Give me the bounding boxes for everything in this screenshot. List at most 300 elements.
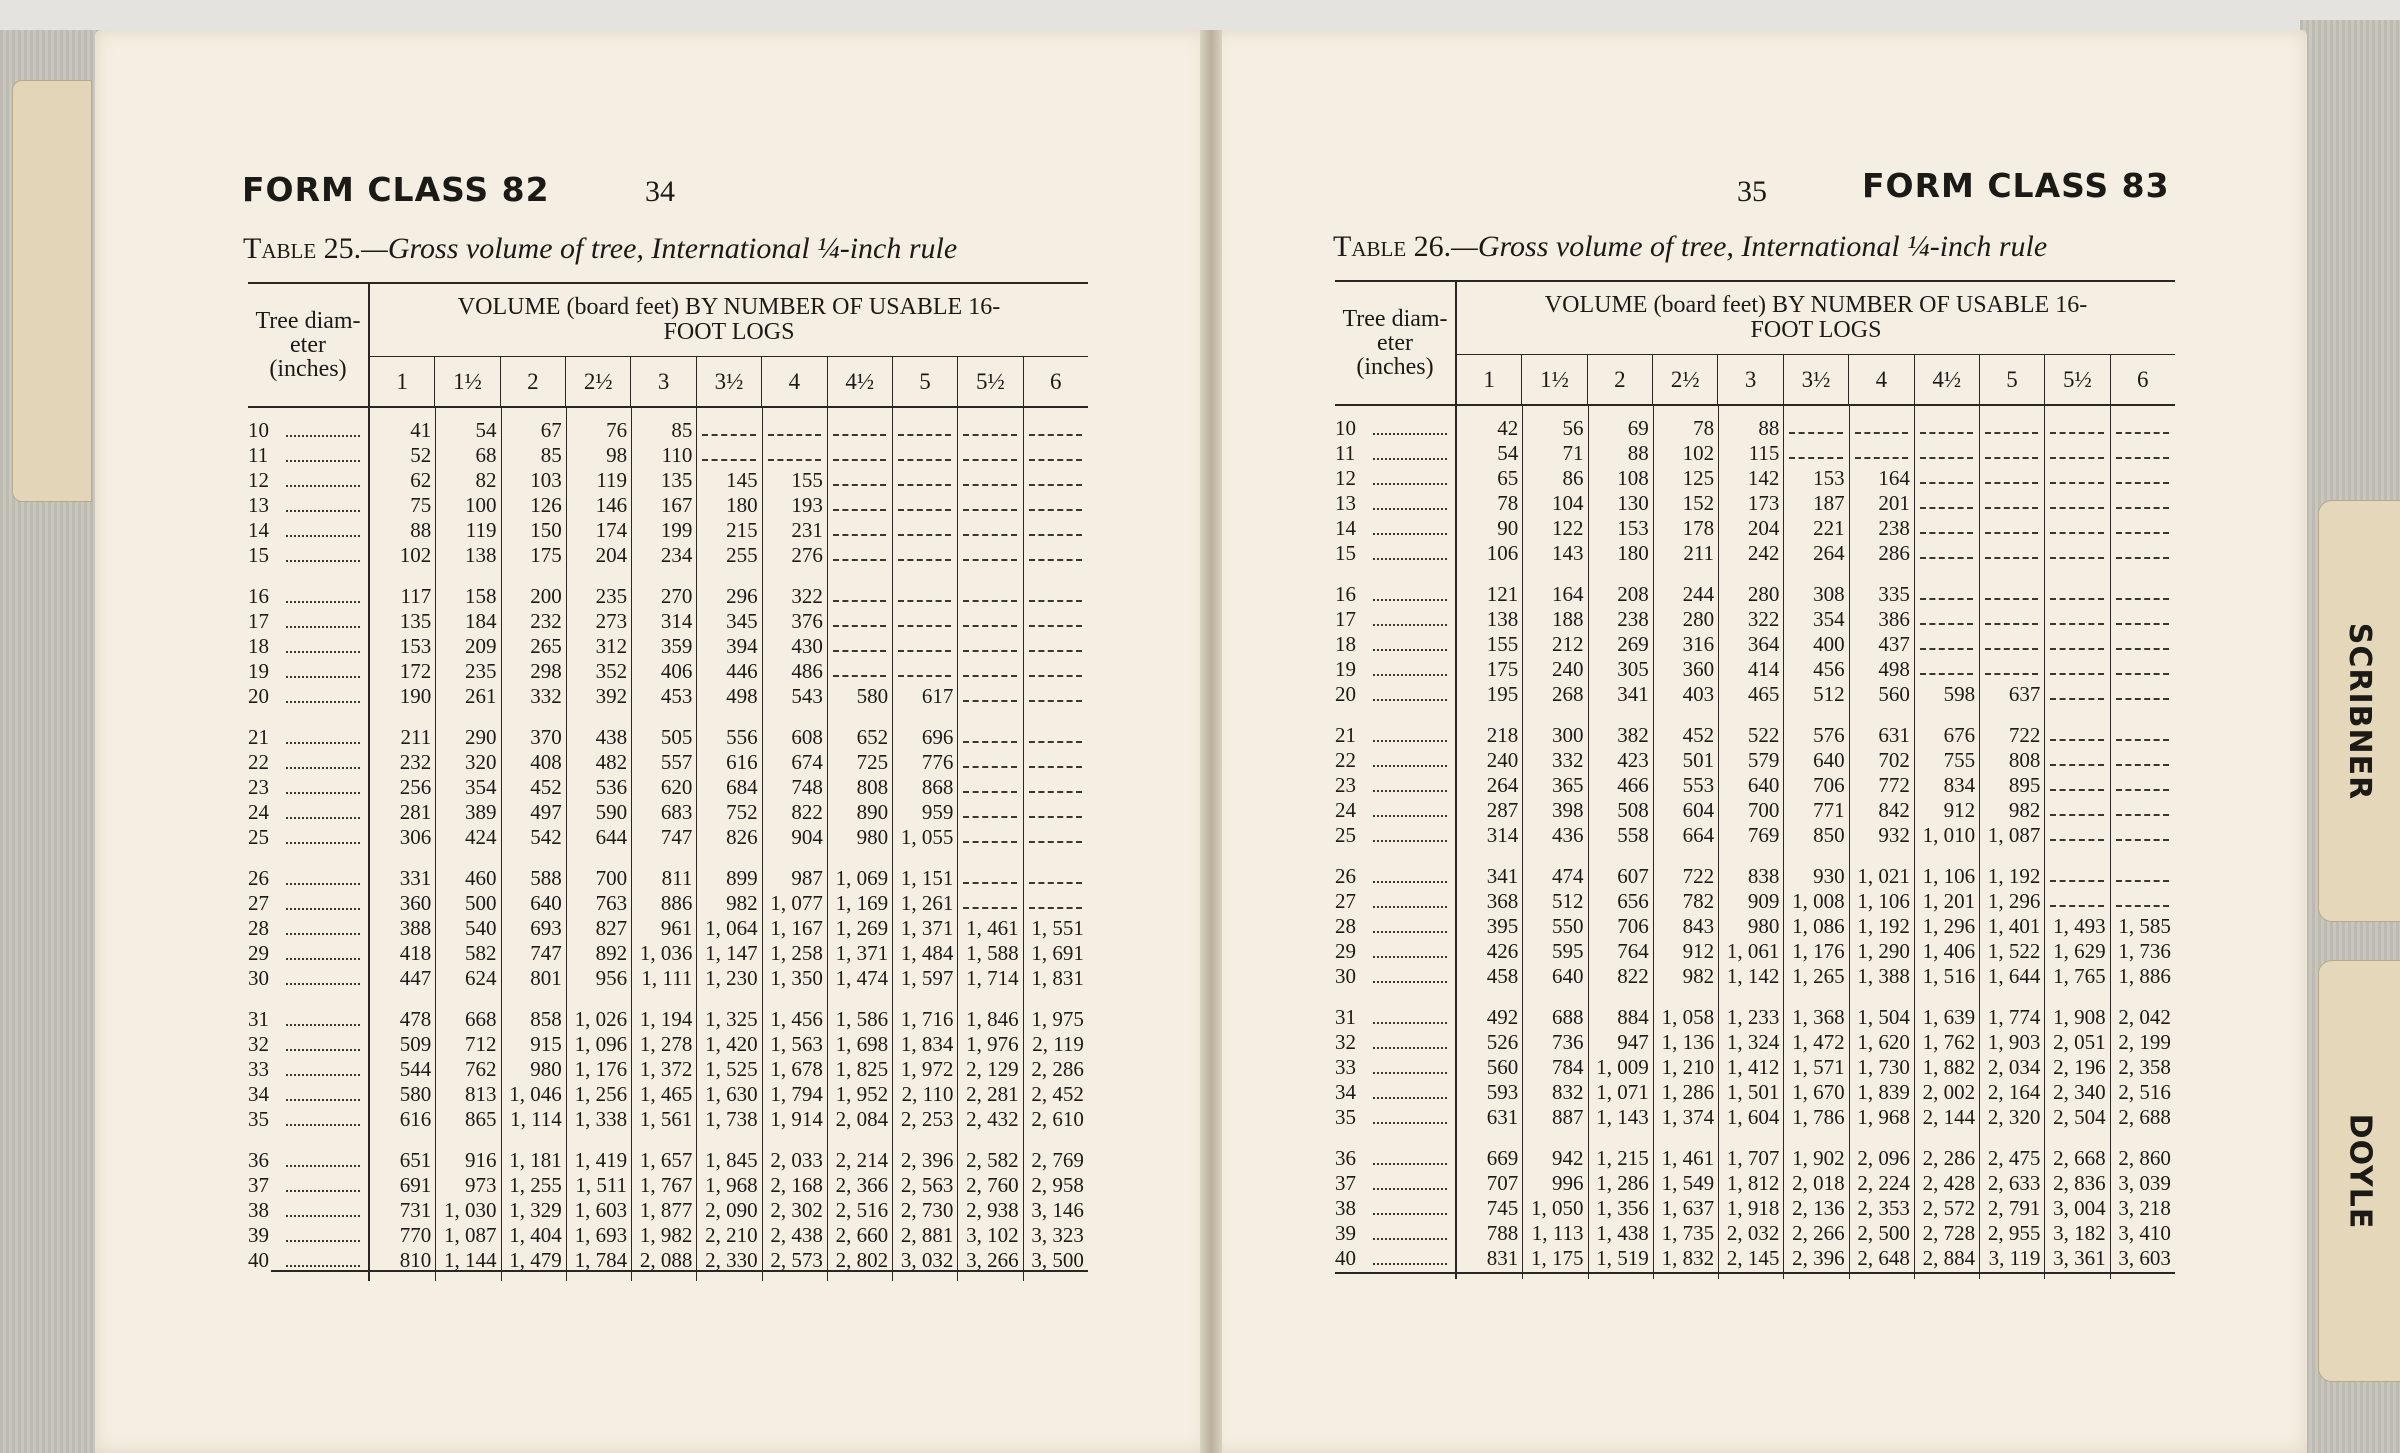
volume-cell: 460 — [465, 866, 497, 890]
volume-cell: 822 — [1617, 964, 1649, 988]
empty-volume-cell — [957, 684, 1022, 709]
volume-cell: 1, 691 — [1031, 941, 1084, 965]
volume-cell: 242 — [1747, 541, 1780, 565]
volume-cell: 167 — [660, 493, 693, 517]
volume-cell: 947 — [1617, 1030, 1649, 1054]
column-header: 4½ — [1915, 355, 1980, 405]
volume-cell: 3, 410 — [2118, 1221, 2171, 1245]
volume-cell: 314 — [660, 609, 693, 633]
volume-cell: 1, 563 — [770, 1032, 823, 1056]
volume-cell: 41 — [410, 418, 432, 442]
diameter-value: 31 — [248, 1007, 269, 1031]
volume-cell: 580 — [856, 684, 889, 708]
volume-cell: 2, 760 — [966, 1173, 1019, 1197]
empty-volume-cell — [957, 775, 1022, 800]
empty-volume-cell — [957, 725, 1022, 750]
empty-volume-cell — [2044, 541, 2109, 566]
table-row — [1335, 748, 2175, 773]
volume-cell: 1, 762 — [1922, 1030, 1976, 1054]
volume-cell: 153 — [399, 634, 432, 658]
volume-cell: 1, 286 — [1596, 1171, 1649, 1195]
volume-cell: 1, 461 — [1661, 1146, 1715, 1170]
diameter-value: 29 — [1335, 939, 1356, 963]
volume-cell: 164 — [1552, 582, 1584, 606]
volume-cell: 312 — [595, 634, 628, 658]
volume-cell: 2, 955 — [1987, 1221, 2041, 1245]
empty-volume-cell — [1023, 493, 1088, 518]
volume-cell: 1, 167 — [770, 916, 823, 940]
empty-volume-cell — [1914, 582, 1979, 607]
empty-volume-cell — [1914, 632, 1979, 657]
volume-cell: 306 — [399, 825, 432, 849]
empty-volume-cell — [892, 659, 957, 684]
volume-cell: 782 — [1682, 889, 1715, 913]
table-row — [1335, 964, 2175, 989]
empty-volume-cell — [2044, 441, 2109, 466]
empty-volume-cell — [1023, 725, 1088, 750]
empty-volume-cell — [957, 891, 1022, 916]
volume-cell: 808 — [856, 775, 889, 799]
table-row — [1335, 582, 2175, 607]
table-row — [248, 1057, 1088, 1082]
diameter-value: 40 — [248, 1248, 269, 1272]
table-row — [1335, 914, 2175, 939]
table-row — [1335, 939, 2175, 964]
volume-cell: 706 — [1617, 914, 1649, 938]
volume-cell: 1, 465 — [639, 1082, 693, 1106]
empty-volume-cell — [1979, 491, 2044, 516]
volume-cell: 345 — [726, 609, 758, 633]
column-header: 5 — [1980, 355, 2045, 405]
volume-cell: 265 — [530, 634, 562, 658]
volume-cell: 1, 604 — [1726, 1105, 1780, 1129]
table-row — [1335, 541, 2175, 566]
volume-cell: 2, 366 — [835, 1173, 889, 1197]
column-header: 2½ — [1653, 355, 1718, 405]
volume-cell: 543 — [791, 684, 823, 708]
span-header — [370, 284, 1088, 356]
volume-cell: 2, 504 — [2053, 1105, 2106, 1129]
volume-cell: 103 — [530, 468, 562, 492]
volume-cell: 1, 261 — [900, 891, 954, 915]
volume-cell: 3, 603 — [2118, 1246, 2171, 1270]
volume-cell: 2, 266 — [1792, 1221, 1845, 1245]
empty-volume-cell — [827, 609, 892, 634]
volume-cell: 1, 975 — [1031, 1007, 1084, 1031]
volume-cell: 762 — [465, 1057, 497, 1081]
volume-cell: 1, 106 — [1922, 864, 1976, 888]
empty-volume-cell — [957, 609, 1022, 634]
volume-cell: 904 — [791, 825, 823, 849]
volume-cell: 201 — [1878, 491, 1910, 515]
column-header: 4 — [1849, 355, 1914, 405]
volume-cell: 2, 836 — [2053, 1171, 2106, 1195]
volume-cell: 54 — [1497, 441, 1519, 465]
diameter-value: 36 — [248, 1148, 269, 1172]
volume-cell: 501 — [1682, 748, 1715, 772]
volume-cell: 1, 169 — [835, 891, 889, 915]
volume-cell: 1, 839 — [1857, 1080, 1910, 1104]
volume-cell: 736 — [1552, 1030, 1584, 1054]
volume-cell: 996 — [1552, 1171, 1584, 1195]
volume-cell: 1, 834 — [900, 1032, 954, 1056]
table-row — [1335, 1105, 2175, 1130]
volume-cell: 2, 572 — [1922, 1196, 1976, 1220]
volume-cell: 1, 046 — [509, 1082, 562, 1106]
diameter-value: 23 — [248, 775, 269, 799]
empty-volume-cell — [957, 493, 1022, 518]
volume-cell: 676 — [1943, 723, 1976, 747]
volume-cell: 580 — [399, 1082, 432, 1106]
volume-cell: 2, 224 — [1857, 1171, 1910, 1195]
empty-volume-cell — [1783, 416, 1848, 441]
table-row — [248, 941, 1088, 966]
diameter-value: 13 — [1335, 491, 1356, 515]
table-row — [1335, 798, 2175, 823]
volume-cell: 212 — [1552, 632, 1584, 656]
empty-volume-cell — [2110, 864, 2175, 889]
volume-cell: 2, 286 — [1031, 1057, 1084, 1081]
volume-cell: 240 — [1552, 657, 1584, 681]
empty-volume-cell — [892, 518, 957, 543]
column-header: 1 — [370, 357, 435, 407]
volume-cell: 180 — [1617, 541, 1649, 565]
empty-volume-cell — [2044, 682, 2109, 707]
column-rule — [827, 408, 828, 1281]
empty-volume-cell — [892, 609, 957, 634]
column-rule — [762, 408, 763, 1281]
volume-cell: 2, 668 — [2053, 1146, 2106, 1170]
volume-cell: 1, 832 — [1661, 1246, 1715, 1270]
volume-cell: 158 — [465, 584, 497, 608]
volume-cell: 2, 958 — [1031, 1173, 1084, 1197]
empty-volume-cell — [1914, 491, 1979, 516]
volume-cell: 763 — [595, 891, 628, 915]
table-row — [248, 725, 1088, 750]
volume-cell: 707 — [1486, 1171, 1519, 1195]
diameter-value: 34 — [248, 1082, 269, 1106]
volume-cell: 2, 573 — [770, 1248, 823, 1272]
volume-cell: 1, 730 — [1857, 1055, 1910, 1079]
volume-cell: 1, 516 — [1922, 964, 1976, 988]
empty-volume-cell — [957, 443, 1022, 468]
diameter-value: 19 — [248, 659, 269, 683]
volume-cell: 1, 151 — [900, 866, 954, 890]
empty-volume-cell — [2044, 723, 2109, 748]
volume-cell: 2, 084 — [835, 1107, 889, 1131]
volume-cell: 2, 034 — [1987, 1055, 2041, 1079]
empty-volume-cell — [2110, 773, 2175, 798]
left-table-label: Table 25. — [243, 232, 362, 265]
volume-cell: 386 — [1878, 607, 1910, 631]
diameter-value: 22 — [1335, 748, 1356, 772]
empty-volume-cell — [892, 418, 957, 443]
table-row — [1335, 416, 2175, 441]
table-row — [248, 800, 1088, 825]
volume-cell: 153 — [1813, 466, 1845, 490]
volume-cell: 745 — [1486, 1196, 1519, 1220]
diameter-value: 14 — [1335, 516, 1356, 540]
empty-volume-cell — [2044, 632, 2109, 657]
table-row — [1335, 491, 2175, 516]
volume-cell: 1, 175 — [1531, 1246, 1584, 1270]
table-row — [248, 1032, 1088, 1057]
empty-volume-cell — [1023, 584, 1088, 609]
diameter-value: 20 — [248, 684, 269, 708]
volume-cell: 1, 522 — [1987, 939, 2041, 963]
volume-cell: 332 — [1552, 748, 1584, 772]
scribner-index-tab[interactable] — [2318, 500, 2400, 922]
left-form-class-heading: FORM CLASS 82 — [242, 170, 550, 209]
volume-cell: 811 — [661, 866, 693, 890]
volume-cell: 887 — [1552, 1105, 1584, 1129]
empty-volume-cell — [1849, 441, 1914, 466]
volume-cell: 598 — [1943, 682, 1976, 706]
volume-cell: 1, 420 — [705, 1032, 758, 1056]
volume-cell: 722 — [1682, 864, 1715, 888]
table-row — [1335, 1030, 2175, 1055]
table-row — [1335, 682, 2175, 707]
volume-cell: 1, 144 — [444, 1248, 497, 1272]
volume-cell: 256 — [399, 775, 432, 799]
column-rule — [1849, 406, 1850, 1279]
volume-cell: 296 — [726, 584, 758, 608]
volume-cell: 406 — [660, 659, 693, 683]
volume-cell: 2, 136 — [1792, 1196, 1845, 1220]
table-row — [1335, 1221, 2175, 1246]
volume-cell: 512 — [1813, 682, 1845, 706]
volume-cell: 195 — [1486, 682, 1519, 706]
volume-cell: 211 — [1683, 541, 1715, 565]
table-row — [248, 659, 1088, 684]
table-row — [1335, 1146, 2175, 1171]
diameter-value: 24 — [1335, 798, 1356, 822]
volume-cell: 238 — [1617, 607, 1649, 631]
volume-cell: 1, 136 — [1661, 1030, 1715, 1054]
table-row — [248, 684, 1088, 709]
volume-cell: 119 — [465, 518, 497, 542]
column-header: 2 — [501, 357, 566, 407]
volume-cell: 722 — [2008, 723, 2041, 747]
table-row — [248, 443, 1088, 468]
volume-cell: 961 — [660, 916, 693, 940]
volume-cell: 2, 042 — [2118, 1005, 2171, 1029]
empty-volume-cell — [2044, 864, 2109, 889]
volume-cell: 2, 119 — [1032, 1032, 1084, 1056]
volume-cell: 1, 064 — [705, 916, 758, 940]
volume-cell: 2, 330 — [705, 1248, 758, 1272]
volume-cell: 308 — [1813, 582, 1845, 606]
volume-cell: 486 — [791, 659, 823, 683]
empty-volume-cell — [1914, 466, 1979, 491]
volume-cell: 1, 501 — [1726, 1080, 1780, 1104]
volume-cell: 1, 585 — [2118, 914, 2171, 938]
volume-cell: 215 — [726, 518, 758, 542]
diameter-value: 17 — [1335, 607, 1356, 631]
volume-cell: 1, 456 — [770, 1007, 823, 1031]
stub-header — [248, 284, 370, 406]
volume-cell: 180 — [726, 493, 758, 517]
volume-cell: 104 — [1552, 491, 1584, 515]
volume-cell: 1, 371 — [835, 941, 889, 965]
volume-cell: 2, 096 — [1857, 1146, 1910, 1170]
volume-cell: 1, 404 — [509, 1223, 562, 1247]
column-headers — [1457, 354, 2175, 405]
volume-cell: 1, 968 — [705, 1173, 758, 1197]
volume-cell: 982 — [2008, 798, 2041, 822]
volume-cell: 706 — [1813, 773, 1845, 797]
volume-cell: 2, 688 — [2118, 1105, 2171, 1129]
volume-cell: 2, 199 — [2118, 1030, 2171, 1054]
empty-volume-cell — [827, 443, 892, 468]
empty-volume-cell — [827, 634, 892, 659]
volume-cell: 352 — [595, 659, 628, 683]
empty-volume-cell — [762, 418, 827, 443]
volume-cell: 2, 438 — [770, 1223, 823, 1247]
volume-cell: 2, 164 — [1987, 1080, 2041, 1104]
empty-volume-cell — [2044, 516, 2109, 541]
volume-cell: 1, 290 — [1857, 939, 1910, 963]
volume-cell: 75 — [410, 493, 432, 517]
empty-volume-cell — [696, 418, 761, 443]
empty-volume-cell — [827, 584, 892, 609]
volume-cell: 3, 146 — [1031, 1198, 1084, 1222]
volume-cell: 102 — [1682, 441, 1715, 465]
volume-cell: 69 — [1627, 416, 1649, 440]
volume-cell: 1, 786 — [1792, 1105, 1845, 1129]
volume-cell: 395 — [1486, 914, 1519, 938]
volume-cell: 398 — [1552, 798, 1584, 822]
table-row — [248, 916, 1088, 941]
empty-volume-cell — [957, 418, 1022, 443]
volume-cell: 2, 648 — [1857, 1246, 1910, 1270]
doyle-index-tab[interactable] — [2318, 960, 2400, 1382]
volume-cell: 184 — [465, 609, 497, 633]
empty-volume-cell — [892, 468, 957, 493]
volume-cell: 235 — [595, 584, 628, 608]
volume-cell: 360 — [399, 891, 432, 915]
volume-cell: 508 — [1617, 798, 1649, 822]
volume-cell: 359 — [660, 634, 693, 658]
column-header: 2 — [1588, 355, 1653, 405]
empty-volume-cell — [1979, 632, 2044, 657]
right-page-number: 35 — [1737, 175, 1767, 208]
volume-cell: 1, 230 — [705, 966, 758, 990]
volume-cell: 942 — [1552, 1146, 1584, 1170]
volume-cell: 68 — [475, 443, 497, 467]
volume-cell: 752 — [726, 800, 758, 824]
diameter-value: 12 — [1335, 466, 1356, 490]
volume-cell: 65 — [1497, 466, 1519, 490]
volume-cell: 465 — [1747, 682, 1780, 706]
volume-cell: 669 — [1486, 1146, 1519, 1170]
empty-volume-cell — [957, 634, 1022, 659]
empty-volume-cell — [892, 634, 957, 659]
volume-cell: 831 — [1486, 1246, 1519, 1270]
empty-volume-cell — [1914, 416, 1979, 441]
volume-cell: 3, 004 — [2053, 1196, 2106, 1220]
volume-cell: 808 — [2008, 748, 2041, 772]
volume-cell: 298 — [530, 659, 562, 683]
volume-cell: 1, 902 — [1792, 1146, 1845, 1170]
volume-cell: 1, 908 — [2053, 1005, 2106, 1029]
volume-cell: 801 — [530, 966, 562, 990]
volume-cell: 656 — [1617, 889, 1649, 913]
volume-cell: 458 — [1486, 964, 1519, 988]
table-row — [248, 1148, 1088, 1173]
volume-cell: 915 — [530, 1032, 562, 1056]
volume-cell: 2, 051 — [2053, 1030, 2106, 1054]
volume-cell: 1, 438 — [1596, 1221, 1649, 1245]
volume-cell: 3, 361 — [2053, 1246, 2106, 1270]
column-header: 4½ — [828, 357, 893, 407]
volume-cell: 322 — [791, 584, 823, 608]
volume-cell: 982 — [726, 891, 758, 915]
volume-cell: 188 — [1552, 607, 1584, 631]
empty-volume-cell — [2110, 682, 2175, 707]
diameter-value: 19 — [1335, 657, 1356, 681]
empty-volume-cell — [827, 418, 892, 443]
volume-cell: 770 — [399, 1223, 432, 1247]
volume-cell: 886 — [660, 891, 693, 915]
volume-cell: 834 — [1943, 773, 1976, 797]
volume-cell: 588 — [530, 866, 562, 890]
volume-cell: 1, 479 — [509, 1248, 562, 1272]
volume-cell: 341 — [1617, 682, 1649, 706]
volume-cell: 826 — [726, 825, 758, 849]
column-rule — [2044, 406, 2045, 1279]
volume-cell: 987 — [791, 866, 823, 890]
volume-cell: 2, 860 — [2118, 1146, 2171, 1170]
volume-cell: 414 — [1747, 657, 1780, 681]
diameter-value: 35 — [1335, 1105, 1356, 1129]
volume-cell: 771 — [1813, 798, 1845, 822]
empty-volume-cell — [1023, 825, 1088, 850]
volume-cell: 1, 693 — [574, 1223, 628, 1247]
empty-volume-cell — [2044, 773, 2109, 798]
volume-cell: 620 — [660, 775, 693, 799]
scan-background — [0, 0, 2400, 30]
volume-cell: 86 — [1562, 466, 1584, 490]
column-rule — [892, 408, 893, 1281]
volume-cell: 505 — [660, 725, 693, 749]
left-page-number: 34 — [645, 175, 675, 208]
volume-cell: 108 — [1617, 466, 1649, 490]
volume-cell: 1, 371 — [900, 916, 954, 940]
volume-cell: 2, 660 — [835, 1223, 889, 1247]
empty-volume-cell — [1979, 516, 2044, 541]
volume-cell: 403 — [1682, 682, 1715, 706]
volume-cell: 1, 030 — [444, 1198, 497, 1222]
diameter-value: 16 — [1335, 582, 1356, 606]
volume-cell: 607 — [1617, 864, 1649, 888]
empty-volume-cell — [2110, 582, 2175, 607]
volume-cell: 1, 008 — [1792, 889, 1845, 913]
column-rule — [1522, 406, 1523, 1279]
volume-cell: 764 — [1617, 939, 1649, 963]
volume-cell: 1, 374 — [1661, 1105, 1715, 1129]
volume-cell: 526 — [1486, 1030, 1519, 1054]
volume-cell: 1, 111 — [641, 966, 693, 990]
table-row — [1335, 1080, 2175, 1105]
table-row — [248, 543, 1088, 568]
volume-cell: 651 — [399, 1148, 432, 1172]
volume-cell: 624 — [465, 966, 497, 990]
volume-cell: 1, 192 — [1987, 864, 2041, 888]
volume-cell: 2, 516 — [2118, 1080, 2171, 1104]
volume-cell: 884 — [1617, 1005, 1649, 1029]
empty-volume-cell — [957, 750, 1022, 775]
